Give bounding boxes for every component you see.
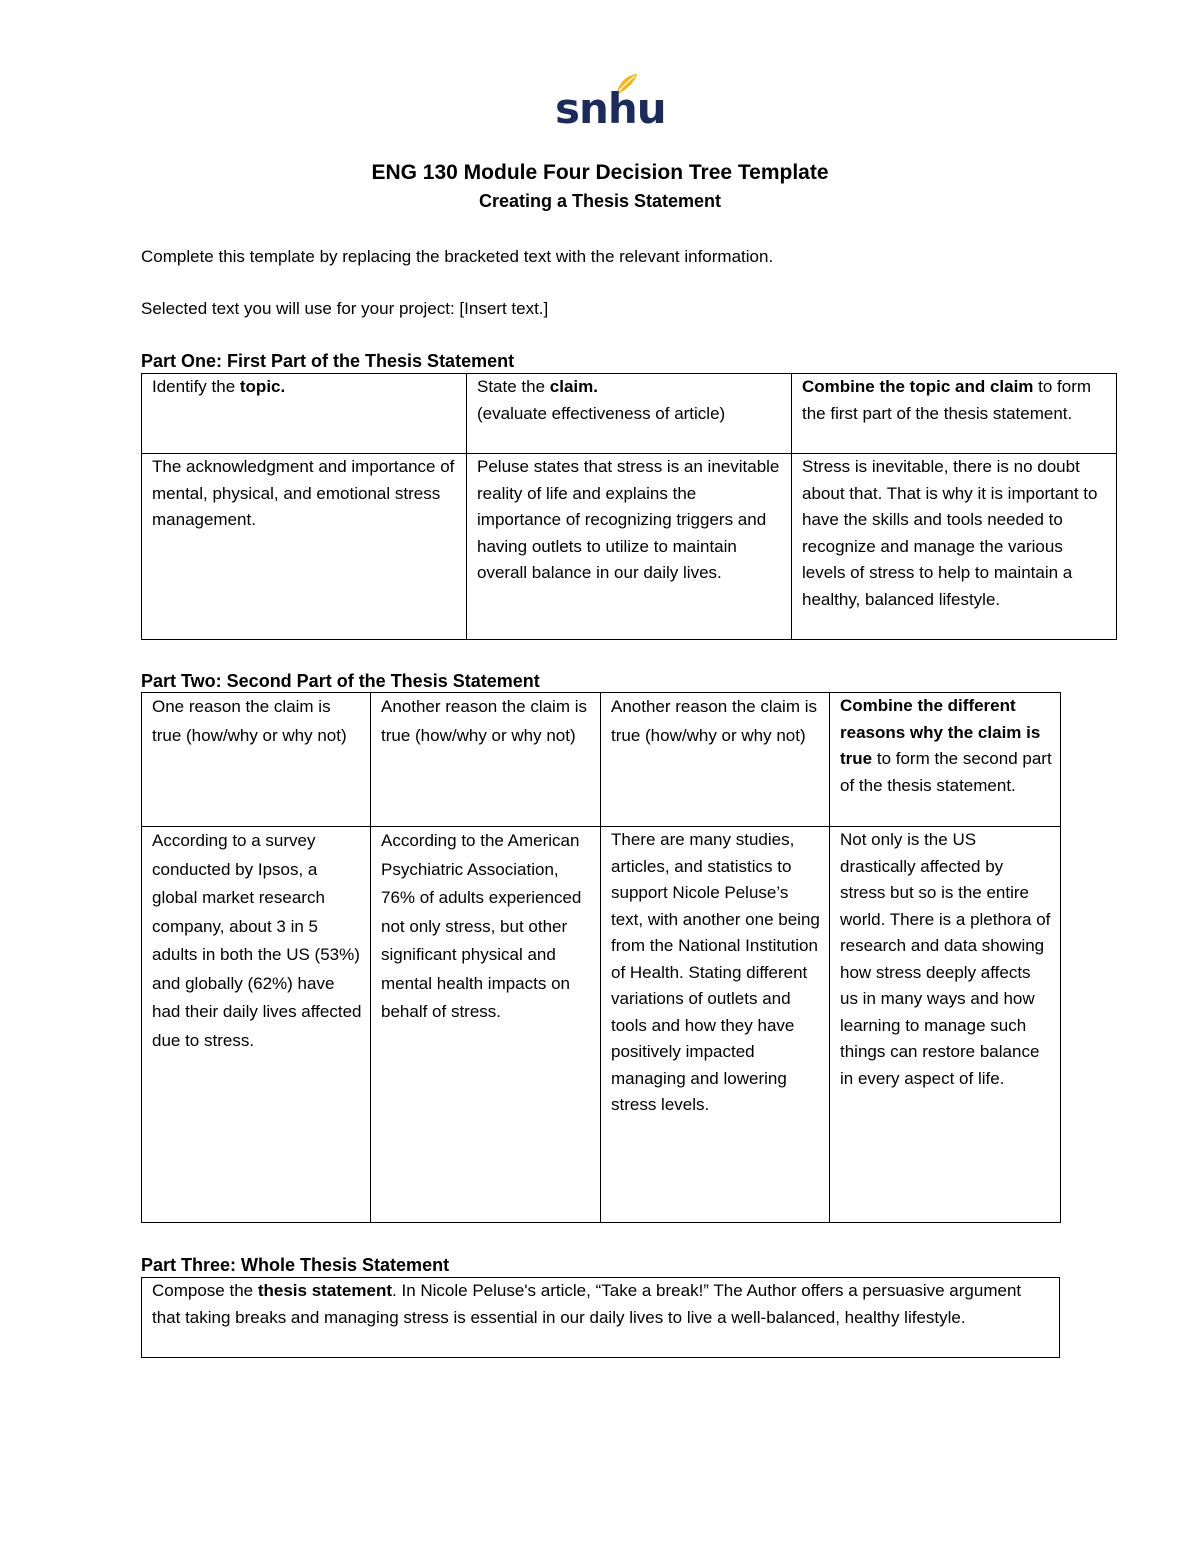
reason-two-cell: According to the American Psychiatric Association, 76% of adults experienced not only stress, but other significant physical and mental health impacts on behalf of stress. [371,827,601,1223]
document-title: ENG 130 Module Four Decision Tree Template [371,161,829,184]
table-row [142,454,1117,640]
combine-header-cell: Combine the topic and claim to form the first part of the thesis statement. [792,374,1117,454]
part-three-table [141,1277,1060,1358]
combined-reasons-cell: Not only is the US drastically affected by stress but so is the entire world. There is a plethora of research and data showing how stress deeply affects us in many ways and how learning to manage such things can restore balance in every aspect of life. [830,827,1061,1223]
part-three-heading: Part Three: Whole Thesis Statement [141,1255,450,1275]
selected-text-line: Selected text you will use for your project: [Insert text.] [141,299,549,318]
reason-one-cell: According to a survey conducted by Ipsos, a global market research company, about 3 in 5 adults in both the US (53%) and globally (62%) have had their daily lives affected due to stress. [142,827,371,1223]
claim-header-cell: State the claim. (evaluate effectiveness of article) [467,374,792,454]
part-one-heading: Part One: First Part of the Thesis Statement [141,351,515,371]
logo-wordmark: snhu [555,84,666,133]
thesis-text: In Nicole Peluse's article, “Take a break!” The Author offers a persuasive argument that taking breaks and managing stress is essential in our daily lives to live a well-balanced, healthy lifestyle. [152,1281,1022,1327]
thesis-cell: Compose the thesis statement. In Nicole Peluse's article, “Take a break!” The Author offers a persuasive argument that taking breaks and managing stress is essential in our daily lives to live a well-balanced, healthy lifestyle. [142,1278,1060,1358]
combine-reasons-header-cell: Combine the different reasons why the claim is true to form the second part of the thesis statement. [830,693,1061,827]
snhu-logo [555,72,666,134]
reason-three-header-cell: Another reason the claim is true (how/why or why not) [601,693,830,827]
table-row [142,693,1061,827]
document-subtitle: Creating a Thesis Statement [478,191,722,211]
part-one-table [141,373,1117,640]
part-two-table [141,692,1061,1223]
topic-cell: The acknowledgment and importance of mental, physical, and emotional stress management. [142,454,467,640]
table-row [142,827,1061,1223]
combined-cell: Stress is inevitable, there is no doubt about that. That is why it is important to have the skills and tools needed to recognize and manage the various levels of stress to help to maintain a healthy, balanced lifestyle. [792,454,1117,640]
topic-header-cell: Identify the topic. [142,374,467,454]
table-row [142,374,1117,454]
part-two-heading: Part Two: Second Part of the Thesis Statement [141,671,540,691]
table-row [142,1278,1060,1358]
reason-two-header-cell: Another reason the claim is true (how/why or why not) [371,693,601,827]
reason-one-header-cell: One reason the claim is true (how/why or why not) [142,693,371,827]
claim-cell: Peluse states that stress is an inevitable reality of life and explains the importance of recognizing triggers and having outlets to utilize to maintain overall balance in our daily lives. [467,454,792,640]
reason-three-cell: There are many studies, articles, and statistics to support Nicole Peluse’s text, with another one being from the National Institution of Health. Stating different variations of outlets and tools and how they have positively impacted managing and lowering stress levels. [601,827,830,1223]
instructions-text: Complete this template by replacing the bracketed text with the relevant information. [141,247,774,266]
